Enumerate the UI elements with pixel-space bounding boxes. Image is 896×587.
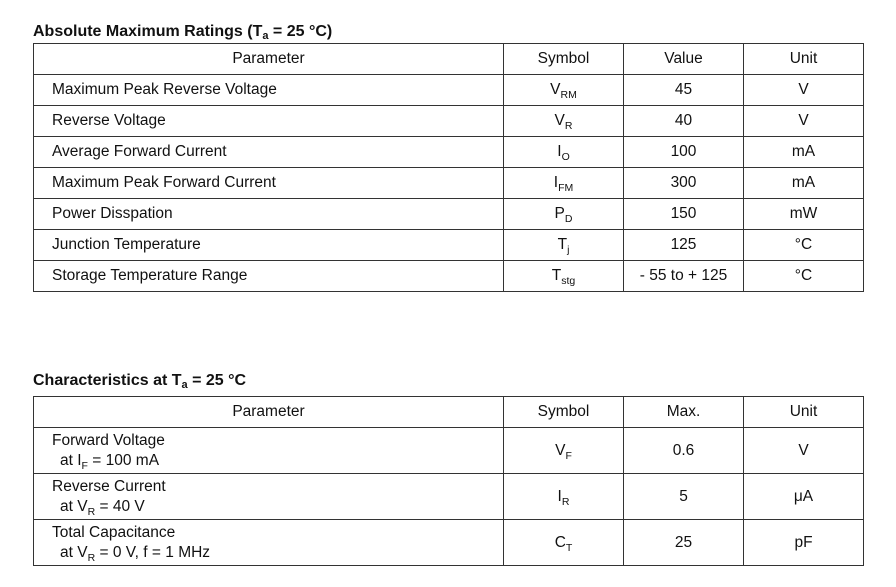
table-row	[34, 168, 864, 199]
symbol-main: I	[553, 174, 559, 191]
symbol-main: C	[554, 533, 566, 551]
char-title	[33, 372, 246, 390]
amr-title-end: = 25 °C)	[268, 23, 333, 40]
symbol-cell	[504, 230, 624, 261]
char-header-max: Max.	[624, 397, 744, 428]
amr-title-sub: a	[262, 30, 269, 42]
table-row	[34, 520, 864, 566]
table-row	[34, 75, 864, 106]
value-cell: 0.6	[624, 428, 744, 474]
table-row	[34, 106, 864, 137]
unit-cell: V	[744, 106, 864, 137]
param-cell	[34, 474, 504, 520]
symbol-sub: R	[561, 495, 570, 508]
condition-sub: F	[81, 459, 88, 472]
unit-cell: mA	[744, 168, 864, 199]
param-name: Forward Voltage	[52, 431, 165, 449]
param-cell	[34, 520, 504, 566]
amr-header-parameter: Parameter	[34, 44, 504, 75]
symbol-cell	[504, 137, 624, 168]
symbol-main: P	[554, 205, 565, 222]
param-condition	[52, 543, 503, 563]
symbol-cell	[504, 199, 624, 230]
symbol-sub: stg	[561, 275, 576, 287]
value-cell: 40	[624, 106, 744, 137]
param-name: Reverse Current	[52, 477, 166, 495]
amr-header-symbol: Symbol	[504, 44, 624, 75]
char-header-symbol: Symbol	[504, 397, 624, 428]
symbol-sub: D	[564, 213, 573, 225]
unit-cell: mA	[744, 137, 864, 168]
char-title-end: = 25 °C	[187, 372, 247, 389]
symbol-sub: F	[565, 449, 572, 462]
condition-text: at V	[60, 543, 88, 561]
table-row	[34, 474, 864, 520]
unit-cell: μA	[744, 474, 864, 520]
param-condition	[52, 451, 503, 471]
value-cell: 5	[624, 474, 744, 520]
value-cell: 25	[624, 520, 744, 566]
char-title-text: Characteristics at T	[33, 372, 182, 389]
symbol-main: V	[550, 81, 561, 98]
unit-cell: pF	[744, 520, 864, 566]
unit-cell: V	[744, 75, 864, 106]
amr-table	[33, 43, 864, 292]
condition-value: = 0 V, f = 1 MHz	[95, 543, 211, 561]
symbol-cell	[504, 474, 624, 520]
condition-text: at I	[60, 451, 82, 469]
value-cell: 125	[624, 230, 744, 261]
symbol-main: T	[557, 236, 568, 253]
unit-cell: °C	[744, 261, 864, 292]
param-cell: Maximum Peak Reverse Voltage	[34, 75, 504, 106]
condition-sub: R	[87, 551, 96, 564]
unit-cell: mW	[744, 199, 864, 230]
value-cell: 300	[624, 168, 744, 199]
param-cell: Maximum Peak Forward Current	[34, 168, 504, 199]
param-condition	[52, 497, 503, 517]
condition-sub: R	[87, 505, 96, 518]
param-name: Total Capacitance	[52, 523, 176, 541]
condition-value: = 100 mA	[87, 451, 160, 469]
symbol-cell	[504, 261, 624, 292]
symbol-sub: T	[565, 541, 573, 554]
param-cell: Junction Temperature	[34, 230, 504, 261]
amr-title-text: Absolute Maximum Ratings (T	[33, 23, 263, 40]
symbol-sub: RM	[560, 89, 577, 101]
param-cell: Average Forward Current	[34, 137, 504, 168]
char-table	[33, 396, 864, 566]
value-cell: 150	[624, 199, 744, 230]
table-row	[34, 199, 864, 230]
table-row	[34, 230, 864, 261]
value-cell: - 55 to + 125	[624, 261, 744, 292]
char-title-sub: a	[181, 379, 188, 391]
symbol-main: I	[557, 143, 562, 160]
symbol-cell	[504, 428, 624, 474]
symbol-main: V	[555, 441, 566, 459]
symbol-main: T	[551, 267, 562, 284]
amr-header-unit: Unit	[744, 44, 864, 75]
condition-text: at V	[60, 497, 88, 515]
symbol-sub: FM	[558, 182, 574, 194]
value-cell: 100	[624, 137, 744, 168]
symbol-cell	[504, 106, 624, 137]
param-cell: Power Disspation	[34, 199, 504, 230]
unit-cell: V	[744, 428, 864, 474]
amr-header-row	[34, 44, 864, 75]
symbol-sub: R	[564, 120, 573, 132]
symbol-sub: j	[567, 244, 570, 256]
symbol-main: V	[554, 112, 565, 129]
param-cell: Reverse Voltage	[34, 106, 504, 137]
param-cell	[34, 428, 504, 474]
char-header-parameter: Parameter	[34, 397, 504, 428]
table-row	[34, 261, 864, 292]
value-cell: 45	[624, 75, 744, 106]
table-row	[34, 428, 864, 474]
symbol-main: I	[557, 487, 562, 505]
symbol-cell	[504, 520, 624, 566]
amr-title	[33, 23, 332, 41]
param-cell: Storage Temperature Range	[34, 261, 504, 292]
table-row	[34, 137, 864, 168]
symbol-cell	[504, 75, 624, 106]
symbol-sub: O	[561, 151, 570, 163]
unit-cell: °C	[744, 230, 864, 261]
char-header-unit: Unit	[744, 397, 864, 428]
amr-header-value: Value	[624, 44, 744, 75]
condition-value: = 40 V	[95, 497, 145, 515]
symbol-cell	[504, 168, 624, 199]
char-header-row	[34, 397, 864, 428]
